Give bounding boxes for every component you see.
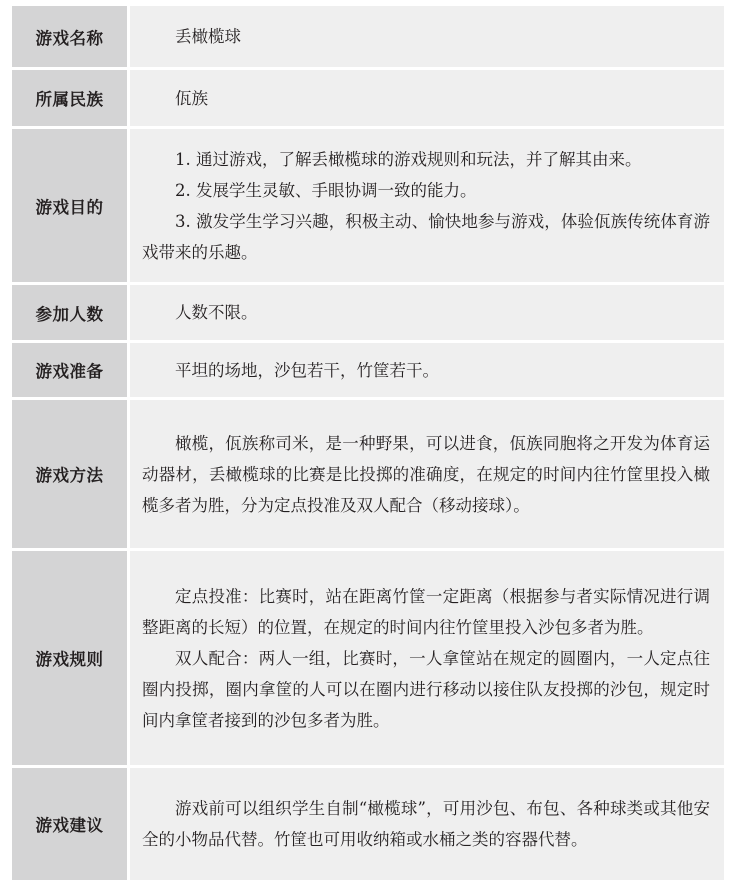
row-label: 游戏方法	[12, 400, 130, 548]
paragraph: 平坦的场地，沙包若干，竹筐若干。	[175, 360, 439, 380]
paragraph: 1. 通过游戏，了解丢橄榄球的游戏规则和玩法，并了解其由来。	[175, 149, 642, 169]
row-ethnic-group	[12, 70, 724, 129]
row-label: 游戏建议	[12, 768, 130, 880]
row-label: 所属民族	[12, 70, 130, 126]
row-label: 游戏名称	[12, 6, 130, 67]
paragraph: 人数不限。	[175, 303, 258, 322]
paragraph: 游戏前可以组织学生自制“橄榄球”，可用沙包、布包、各种球类或其他安全的小物品代替。竹筐也可用收纳箱或水桶之类的容器代替。	[142, 799, 710, 849]
paragraph: 丢橄榄球	[175, 27, 241, 46]
row-content	[130, 6, 724, 67]
paragraph: 3. 激发学生学习兴趣，积极主动、愉快地参与游戏，体验佤族传统体育游戏带来的乐趣。	[142, 211, 710, 262]
row-content	[130, 129, 724, 282]
paragraph: 佤族	[175, 88, 208, 108]
row-preparation	[12, 343, 724, 400]
row-content	[130, 400, 724, 548]
row-label: 游戏准备	[12, 343, 130, 397]
paragraph: 双人配合：两人一组，比赛时，一人拿筐站在规定的圆圈内，一人定点往圈内投掷，圈内拿筐的人可以在圈内进行移动以接住队友投掷的沙包，规定时间内拿筐者接到的沙包多者为胜。	[142, 648, 710, 730]
row-label: 游戏目的	[12, 129, 130, 282]
paragraph: 橄榄，佤族称司米，是一种野果，可以进食，佤族同胞将之开发为体育运动器材，丢橄榄球的比赛是比投掷的准确度，在规定的时间内往竹筐里投入橄榄多者为胜，分为定点投准及双人配合（移动接球）。	[142, 433, 710, 515]
row-game-method	[12, 400, 724, 551]
game-info-table	[12, 6, 724, 880]
row-content	[130, 70, 724, 126]
row-game-purpose	[12, 129, 724, 285]
row-label: 参加人数	[12, 285, 130, 340]
row-content	[130, 551, 724, 765]
row-game-suggestions	[12, 768, 724, 880]
row-game-name	[12, 6, 724, 70]
row-label: 游戏规则	[12, 551, 130, 765]
paragraph: 2. 发展学生灵敏、手眼协调一致的能力。	[175, 180, 477, 200]
row-content	[130, 343, 724, 397]
row-participants	[12, 285, 724, 343]
paragraph: 定点投准：比赛时，站在距离竹筐一定距离（根据参与者实际情况进行调整距离的长短）的位置，在规定的时间内往竹筐里投入沙包多者为胜。	[142, 586, 710, 637]
row-content	[130, 285, 724, 340]
row-content	[130, 768, 724, 880]
row-game-rules	[12, 551, 724, 768]
